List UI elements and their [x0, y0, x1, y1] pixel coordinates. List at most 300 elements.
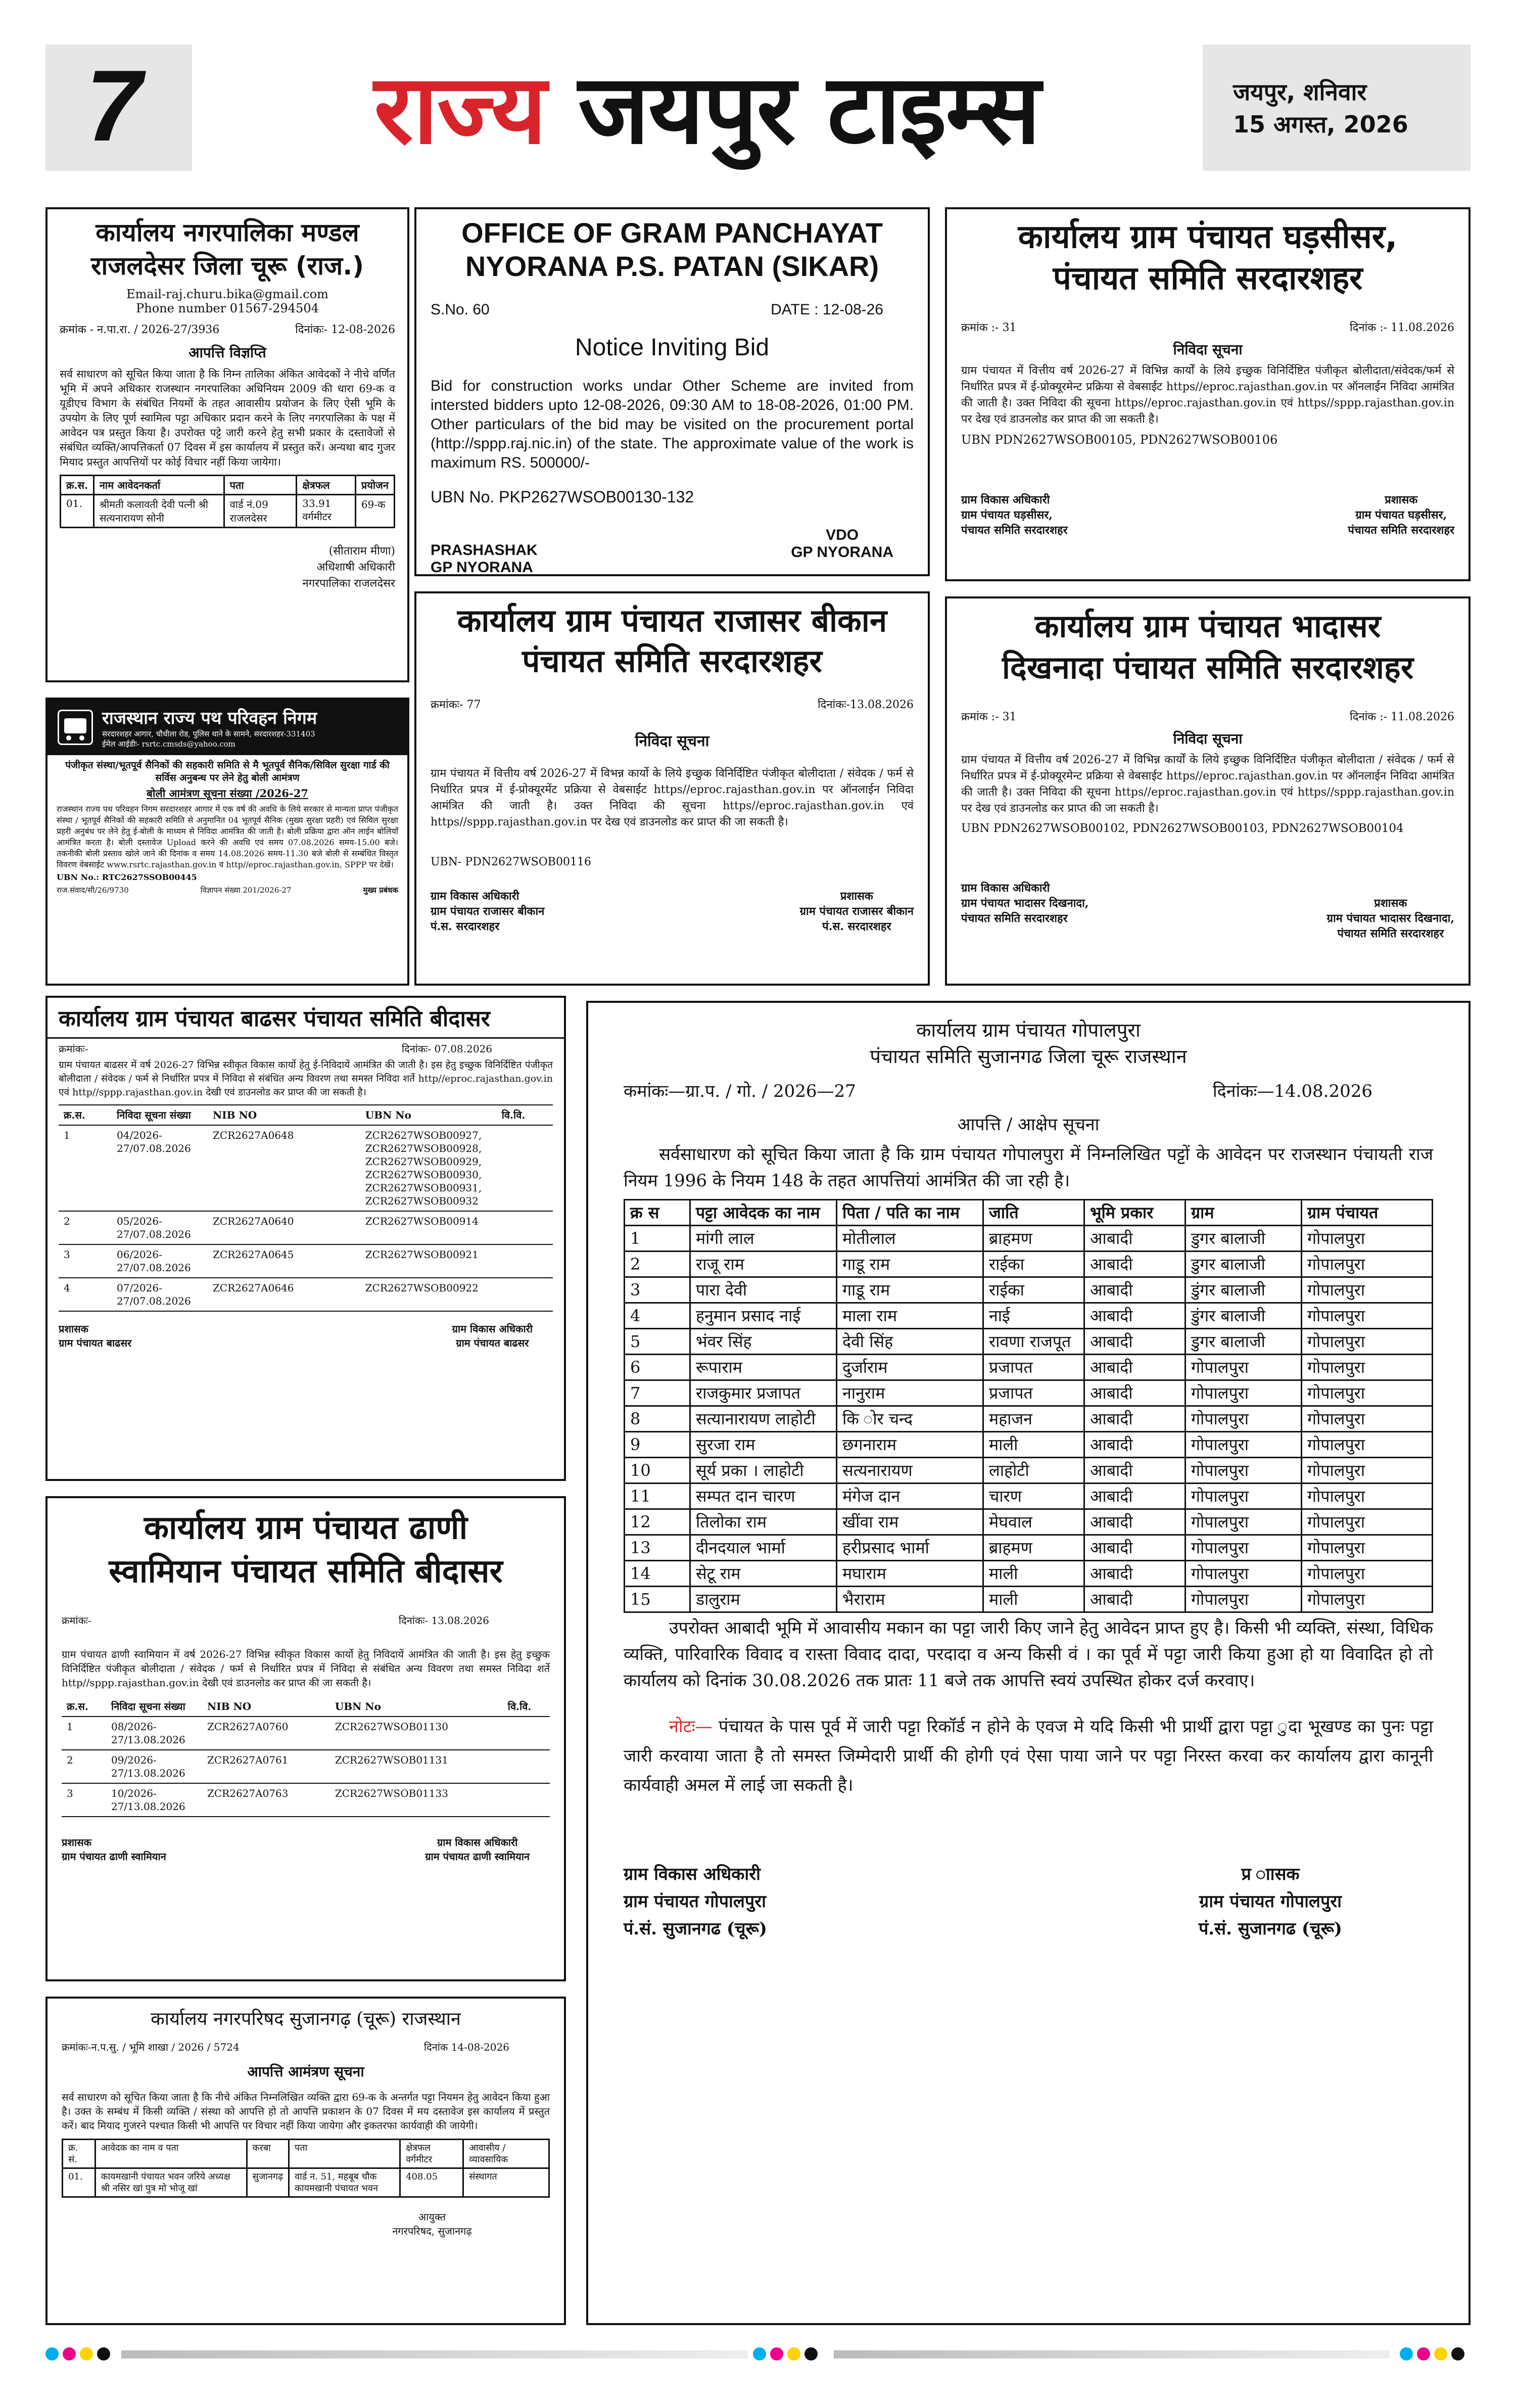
cell: हनुमान प्रसाद नाई [690, 1303, 837, 1329]
cell: महाजन [983, 1406, 1084, 1432]
cell: नानुराम [837, 1380, 983, 1406]
th: आवासीय / व्यावसायिक [463, 2140, 549, 2168]
cell: ब्राहमण [983, 1226, 1084, 1252]
cell: आबादी [1084, 1561, 1186, 1587]
signature-block [60, 543, 395, 592]
table-header [62, 1697, 550, 1717]
cell: डुगर बालाजी [1186, 1252, 1302, 1277]
th: पता [224, 476, 297, 495]
cell: 3 [625, 1277, 690, 1303]
cell: डुगर बालाजी [1186, 1329, 1302, 1355]
th: आवेदक का नाम व पता [95, 2140, 247, 2168]
ubn-line: UBN No. PKP2627WSOB00130-132 [431, 488, 694, 506]
sign-right-3: पं.स. सरदारशहर [822, 920, 891, 933]
cell: हरीप्रसाद भार्मा [837, 1535, 983, 1561]
sign-right: ग्राम विकास अधिकारी [437, 1836, 518, 1848]
notice-body: Bid for construction works undar Other Scheme are invited from intersted bidders upto 12-08-2026, 09:30 AM to 18-08-2026, 01:00 PM. Other particulars of the bid may be visited on the procurement portal (http://sppp.raj.nic.in) of the state. The approximate value of the work is maximum RS. 500000/- [431, 378, 914, 471]
cell: गोपालपुरा [1186, 1432, 1302, 1458]
cell: गाडू राम [837, 1252, 983, 1277]
rsrtc-subheading: बोली आमंत्रण सूचना संख्या /2026-27 [147, 787, 308, 800]
cell: गोपालपुरा [1302, 1329, 1433, 1355]
rsrtc-body: राजस्थान राज्य पथ परिवहन निगम सरदारशहर आगार में एक वर्ष की अवधि के लिये सरकार से मान्यता प्राप्त पंजीकृत संस्था / भूतपूर्व सैनिकों की सहकारी समिति से अनुमानित 04 भूतपूर्व सैनिक (मुख्य सुरक्षा प्रहरी) एवं सिविल सुरक्षा प्रहरी अनुबंध पर लेने हेतु ई-बोली के माध्यम से निविदा आमंत्रित की जाती है। बोली प्रक्रिया द्वारा ऑन लाईन बोलियाँ आमंत्रित करता है। बोली दस्तावेज Upload करने की अवधि एवं समय 07.08.2026 समय-15.00 बजे। तकनीकी बोली प्रस्ताव खोले जाने की दिनांक व समय 14.08.2026 समय-11.30 बजे बोली से सम्बंधित विस्तृत विवरण वेबसाईट www.rsrtc.rajasthan.gov.in व http//eproc.rajasthan.gov.in, SPPP पर देखें। [57, 804, 398, 869]
table-header [63, 2140, 549, 2168]
th: UBN No [365, 1109, 411, 1121]
signature-block [59, 1322, 553, 1350]
cell: ZCR2627WSOB00914 [365, 1215, 479, 1227]
table-row [59, 1125, 553, 1211]
bus-logo-icon [58, 710, 93, 745]
cell: ZCR2627A0645 [213, 1248, 294, 1261]
cell: 2 [64, 1215, 70, 1227]
ad-title: कार्यालय ग्राम पंचायत गोपालपुरा [916, 1019, 1141, 1041]
table-row [625, 1277, 1433, 1303]
cell: ZCR2627A0640 [213, 1215, 294, 1227]
cell: राजू राम [690, 1252, 837, 1277]
table-row [625, 1329, 1433, 1355]
notice-body: ग्राम पंचायत में वित्तीय वर्ष 2026-27 में विभिन्न कार्यों के लिये इच्छुक विनिर्दिष्टित पंजीकृत बोलीदाता/संवेदक/फर्म से निर्धारित प्रपत्र में ई-प्रोक्यूरमेन्ट प्रक्रिया से वेबसाईट https//eproc.rajasthan.gov.in पर ऑनलाईन निविदा आमंत्रित की जाती है। उक्त निविदा की सूचना https//eproc.rajasthan.gov.in एवं https//sppp.rajasthan.gov.in पर देख एवं डाउनलोड कर प्राप्त की जा सकती है। [961, 364, 1454, 426]
cell: 5 [625, 1329, 690, 1355]
ubn-line: UBN- PDN2627WSOB00116 [431, 856, 591, 868]
cell: डुगर बालाजी [1186, 1226, 1302, 1252]
sign-right: ग्राम विकास अधिकारी [452, 1323, 533, 1335]
ref-date: दिनांकः- 13.08.2026 [398, 1614, 489, 1627]
serial-number: S.No. 60 [431, 301, 490, 318]
cell: गोपालपुरा [1302, 1226, 1433, 1252]
sign-left: PRASHASHAK [431, 542, 538, 559]
masthead-dateline [1233, 76, 1408, 141]
ref-date: दिनांक :- 11.08.2026 [1350, 321, 1454, 334]
ref-row [431, 301, 914, 318]
city-day: जयपुर, शनिवार [1233, 78, 1367, 106]
th: ग्राम पंचायत [1302, 1200, 1433, 1226]
cell: सम्पत दान चारण [690, 1484, 837, 1509]
cell: गाडू राम [837, 1277, 983, 1303]
th: निविदा सूचना संख्या [111, 1700, 185, 1712]
ref-number: क्रमांक :- 31 [961, 321, 1017, 334]
table-row [625, 1535, 1433, 1561]
table-row [59, 1211, 553, 1244]
applicant-table [60, 475, 395, 528]
notice-body: ग्राम पंचायत में वित्तीय वर्ष 2026-27 में विभिन्न कार्यों के लिये इच्छुक विनिर्दिष्टित पंजीकृत बोलीदाता / संवेदक / फर्म से निर्धारित प्रपत्र में ई-प्रोक्यूरमेन्ट प्रक्रिया से वेबसाईट https//eproc.rajasthan.gov.in पर ऑनलाईन निविदा आमंत्रित की जाती है। उक्त निविदा की सूचना https//eproc.rajasthan.gov.in एवं https//sppp.rajasthan.gov.in पर देख एवं डाउनलोड कर प्राप्त की जा सकती है। [961, 754, 1454, 815]
notice-heading: निविदा सूचना [635, 732, 709, 750]
sign-left-2: ग्राम पंचायत ढाणी स्वामियान [62, 1850, 166, 1863]
cell: राईका [983, 1277, 1084, 1303]
cell: डालुराम [690, 1587, 837, 1612]
th: वि.वि. [501, 1109, 526, 1121]
sign-left-3: पंचायत समिति सरदारशहर [961, 912, 1068, 925]
notice-heading: Notice Inviting Bid [575, 334, 770, 361]
cell: आबादी [1084, 1458, 1186, 1484]
cell: आबादी [1084, 1329, 1186, 1355]
ad-gopalpura [586, 1001, 1471, 2325]
cell: खींवा राम [837, 1509, 983, 1535]
cell: गोपालपुरा [1186, 1380, 1302, 1406]
cell [503, 1750, 550, 1783]
th: क्र.स. [61, 476, 94, 495]
th: पता [289, 2140, 400, 2168]
cell: छगनाराम [837, 1432, 983, 1458]
sign-right-3: पंचायत समिति सरदारशहर [1348, 524, 1454, 537]
table-row [625, 1226, 1433, 1252]
ref-number: क्रमांकः-न.प.सु. / भूमि शाखा / 2026 / 5724 [62, 2041, 240, 2053]
ref-row [961, 319, 1454, 335]
signature-block [624, 1861, 1433, 1942]
table-row [625, 1355, 1433, 1380]
ref-number: क्रमांकः- [59, 1043, 88, 1055]
notice-body: ग्राम पंचायत बाढसर में वर्ष 2026-27 विभिन्न स्वीकृत विकास कार्यो हेतु ई-निविदायें आमंत्रित की जाती है। इस हेतु इच्छुक विनिर्दिष्टित पंजीकृत बोलीदाता / संवेदक / फर्म से निर्धारित प्रपत्र में निविदा से संबंधित अन्य विवरण तथा समस्त निविदा शर्ते http//eproc.rajasthan.gov.in एवं http//sppp.rajasthan.gov.in देखी एवं डाउनलोड कर प्राप्त की जा सकती है। [59, 1059, 553, 1098]
notice-date: DATE : 12-08-26 [771, 301, 883, 318]
cell: श्रीमती कलावती देवी पत्नी श्री सत्यनारायण सोनी [93, 495, 224, 528]
table-row [625, 1380, 1433, 1406]
notice-heading: आपत्ति विज्ञप्ति [188, 344, 266, 361]
signature-block [314, 2210, 550, 2238]
cell: 10/2026-27/13.08.2026 [111, 1787, 185, 1813]
cell: तिलोका राम [690, 1509, 837, 1535]
cell: दीनदयाल भार्मा [690, 1535, 837, 1561]
table-header [61, 476, 395, 495]
cell: गोपालपुरा [1302, 1432, 1433, 1458]
cell: गोपालपुरा [1302, 1355, 1433, 1380]
rsrtc-title: राजस्थान राज्य पथ परिवहन निगम [102, 708, 317, 728]
notice-after: उपरोक्त आबादी भूमि में आवासीय मकान का पट्टा जारी किए जाने हेतु आवेदन प्राप्त हुए है। किसी भी व्यक्ति, संस्था, विधिक व्यक्ति, पारिवारिक विवाद व रास्ता विवाद दादा, परदादा व अन्य किसी वं । का पूर्व में पट्टा जारी किया हुआ हो या विवादित हो तो कार्यालय को दिनांक 30.08.2026 तक प्रातः 11 बजे तक आपत्ति स्वयं उपस्थित होकर दर्ज करवाए। [624, 1618, 1433, 1691]
cell: प्रजापत [983, 1380, 1084, 1406]
cell: गोपालपुरा [1302, 1535, 1433, 1561]
ad-title-2: दिखनादा पंचायत समिति सरदारशहर [1002, 649, 1414, 686]
ad-title-2: पंचायत समिति सरदारशहर [1053, 260, 1363, 297]
th: जाति [983, 1200, 1084, 1226]
cell: गोपालपुरा [1186, 1484, 1302, 1509]
th: भूमि प्रकार [1084, 1200, 1186, 1226]
cell: ZCR2627WSOB01130 [335, 1721, 448, 1733]
cell: 6 [625, 1355, 690, 1380]
th: NIB NO [213, 1109, 257, 1121]
cell: ZCR2627WSOB00927, ZCR2627WSOB00928, ZCR2627WSOB00929, ZCR2627WSOB00930, ZCR2627WSOB00931, ZCR2627WSOB00932 [365, 1129, 482, 1207]
cell: गोपालपुरा [1186, 1587, 1302, 1612]
ref-date: दिनांकः- 07.08.2026 [401, 1043, 492, 1055]
ref-number: क्रमांक :- 31 [961, 711, 1017, 723]
cell: 4 [64, 1282, 70, 1294]
ref-row [60, 321, 395, 337]
cell: ZCR2627A0761 [207, 1754, 289, 1766]
sign-left: ग्राम विकास अधिकारी [961, 882, 1050, 895]
sign-right-2: ग्राम पंचायत ढाणी स्वामियान [425, 1850, 530, 1863]
cell: देवी सिंह [837, 1329, 983, 1355]
cell: ZCR2627A0646 [213, 1282, 294, 1294]
cell: गोपालपुरा [1302, 1406, 1433, 1432]
table-header [625, 1200, 1433, 1226]
th: वि.वि. [507, 1700, 532, 1712]
cell: ZCR2627WSOB00922 [365, 1282, 479, 1294]
signature-block [961, 881, 1454, 941]
cell: आबादी [1084, 1509, 1186, 1535]
cell: गोपालपुरा [1186, 1509, 1302, 1535]
cell: दुर्जाराम [837, 1355, 983, 1380]
cell: 01. [61, 495, 94, 528]
cell: आबादी [1084, 1303, 1186, 1329]
registration-dots-left [45, 2347, 110, 2363]
ref-date: दिनांक :- 11.08.2026 [1350, 711, 1454, 723]
ref-row [624, 1079, 1433, 1102]
signature-block [961, 492, 1454, 538]
th: क्षेत्रफल वर्गमीटर [400, 2140, 463, 2168]
rsrtc-email: ईमेल आईडीः- rsrtc.cmsds@yahoo.com [102, 739, 235, 749]
table-body [625, 1226, 1433, 1612]
th: क्र स [625, 1200, 690, 1226]
sign-right: प्रशासक [1374, 897, 1407, 910]
cell: राजकुमार प्रजापत [690, 1380, 837, 1406]
sign-left-2: ग्राम पंचायत घड़सीसर, [961, 508, 1053, 522]
applicant-table [62, 2139, 550, 2198]
sign-left: ग्राम विकास अधिकारी [624, 1864, 761, 1884]
ref-number: क्रमांकः- 77 [431, 699, 481, 711]
cell: रावणा राजपूत [983, 1329, 1084, 1355]
table-row [625, 1458, 1433, 1484]
notice-body: ग्राम पंचायत में वित्तीय वर्ष 2026-27 में विभन्न कार्यो के लिये इच्छुक विनिर्दिष्टित पंजीकृत बोलीदाता / संवेदक / फर्म से निर्धारित प्रपत्र में ई-प्रोक्यूरमेंट प्रक्रिया से वेबसाईट https//eproc.rajasthan.gov.in पर ऑनलाईन निविदा आमंत्रित की जाती है। उक्त निविदा की सूचना https//eproc.rajasthan.gov.in एवं https//sppp.rajasthan.gov.in पर देख एवं डाउनलोड कर प्राप्त की जा सकती है। [431, 767, 914, 828]
sign-left-2: ग्राम पंचायत राजासर बीकान [431, 905, 545, 918]
cell [497, 1278, 553, 1311]
th: पट्टा आवेदक का नाम [690, 1200, 837, 1226]
cell: गोपालपुरा [1302, 1484, 1433, 1509]
table-row [625, 1252, 1433, 1277]
th: क्षेत्रफल [297, 476, 356, 495]
ad-title: कार्यालय ग्राम पंचायत बाढसर पंचायत समिति बीदासर [59, 1006, 490, 1032]
footer-strip [45, 2345, 1471, 2366]
table-row [59, 1278, 553, 1311]
sign-desig: आयुक्त [418, 2211, 446, 2223]
issue-date: 15 अगस्त, 2026 [1233, 111, 1408, 138]
notice-heading: आपत्ति / आक्षेप सूचना [957, 1115, 1100, 1135]
rsrtc-heading: पंजीकृत संस्था/भूतपूर्व सैनिकों की सहकारी समिति से मै भूतपूर्व सैनिक/सिविल सुरक्षा गार्ड की सर्विस अनुबन्ध पर लेने हेतु बोली आमंत्रण [65, 760, 390, 783]
sign-right: प्र ाासक [1241, 1864, 1300, 1884]
cell: 3 [64, 1248, 70, 1261]
notice-note [624, 1712, 1433, 1800]
th: नाम आवेदनकर्ता [93, 476, 224, 495]
cell: ZCR2627A0648 [213, 1129, 294, 1141]
ad-title-2: राजलदेसर जिला चूरू (राज.) [90, 251, 364, 281]
cell: ZCR2627A0760 [207, 1721, 289, 1733]
ad-title-2: NYORANA P.S. PATAN (SIKAR) [465, 250, 879, 282]
table-row [61, 495, 395, 528]
ref-row [62, 1613, 550, 1627]
phone-line: Phone number 01567-294504 [136, 301, 319, 315]
table-row [62, 1750, 550, 1783]
cell: आबादी [1084, 1587, 1186, 1612]
sign-left-3: पंचायत समिति सरदारशहर [961, 524, 1068, 537]
cell: 13 [625, 1535, 690, 1561]
cell: राईका [983, 1252, 1084, 1277]
sign-left-2: GP NYORANA [431, 559, 533, 576]
cell [497, 1211, 553, 1244]
ad-ghadsisar [945, 207, 1471, 581]
sign-designation: अधिशाषी अधिकारी [316, 561, 395, 574]
cell: डुंगर बालाजी [1186, 1277, 1302, 1303]
patta-table [624, 1199, 1433, 1613]
cell: गोपालपुरा [1186, 1561, 1302, 1587]
cell: गोपालपुरा [1186, 1355, 1302, 1380]
cell: गोपालपुरा [1302, 1380, 1433, 1406]
th: क्र.स. [67, 1700, 88, 1712]
cell: 1 [67, 1721, 73, 1733]
cell: आबादी [1084, 1535, 1186, 1561]
rsrtc-footer [57, 885, 398, 895]
cell: संस्थागत [463, 2168, 549, 2197]
tender-table [62, 1697, 550, 1817]
notice-heading: आपत्ति आमंत्रण सूचना [247, 2063, 364, 2080]
cell: मेघवाल [983, 1509, 1084, 1535]
ref-row [62, 2040, 550, 2054]
cell: नाई [983, 1303, 1084, 1329]
cell [497, 1244, 553, 1278]
cell: आबादी [1084, 1406, 1186, 1432]
cell: कि ोर चन्द [837, 1406, 983, 1432]
rsrtc-address: सरदारशहर आगार, चौधीला रोड, पुलिस थाने के सामने, सरदारशहर-331403 [102, 729, 315, 738]
sign-office: नगरपालिका राजलदेसर [302, 577, 395, 590]
cell: 12 [625, 1509, 690, 1535]
cell: भंवर सिंह [690, 1329, 837, 1355]
cell: गोपालपुरा [1302, 1509, 1433, 1535]
cell: 04/2026-27/07.08.2026 [117, 1129, 191, 1154]
table-row [59, 1244, 553, 1278]
ref-number: क्रमांक - न.पा.रा. / 2026-27/3936 [60, 323, 220, 336]
ubn-line: UBN PDN2627WSOB00102, PDN2627WSOB00103, PDN2627WSOB00104 [961, 822, 1404, 835]
table-row [62, 1783, 550, 1817]
ad-title: कार्यालय ग्राम पंचायत राजासर बीकान [457, 602, 887, 639]
note-label: नोटः— [669, 1717, 713, 1737]
cell: भैराराम [837, 1587, 983, 1612]
sign-right-2: ग्राम पंचायत घड़सीसर, [1355, 508, 1447, 522]
cell: 06/2026-27/07.08.2026 [117, 1248, 191, 1274]
registration-dots-center [753, 2347, 818, 2363]
notice-heading: निविदा सूचना [1173, 730, 1243, 747]
email-line: Email-raj.churu.bika@gmail.com [126, 287, 328, 301]
cell: माली [983, 1432, 1084, 1458]
ref-number: क्रमांकः- [62, 1614, 91, 1627]
table-row [625, 1406, 1433, 1432]
table-row [625, 1509, 1433, 1535]
cell: कायमखानी पंचायत भवन जरिये अध्यक्ष श्री नसिर खां पुत्र मो भोजू खां [95, 2168, 247, 2197]
cell: आबादी [1084, 1277, 1186, 1303]
cell: गोपालपुरा [1186, 1535, 1302, 1561]
cell: 08/2026-27/13.08.2026 [111, 1721, 185, 1746]
ad-bhadasar [945, 596, 1471, 986]
table-row [625, 1561, 1433, 1587]
cell: 8 [625, 1406, 690, 1432]
cell: लाहोटी [983, 1458, 1084, 1484]
gray-bar-right [834, 2350, 1390, 2358]
table-row [625, 1587, 1433, 1612]
cell: गोपालपुरा [1302, 1252, 1433, 1277]
cell: आबादी [1084, 1355, 1186, 1380]
sign-left: ग्राम विकास अधिकारी [961, 493, 1050, 506]
cell: डुंगर बालाजी [1186, 1303, 1302, 1329]
ad-dhani-swamiyan [45, 1496, 566, 1981]
ref-date: दिनांकः-13.08.2026 [817, 699, 914, 711]
sign-left: प्रशासक [62, 1836, 92, 1848]
cell: माली [983, 1587, 1084, 1612]
ad-title-2: पंचायत समिति सरदारशहर [522, 642, 822, 679]
cell: 1 [625, 1226, 690, 1252]
ad-rajaldesar [45, 207, 409, 682]
ref-date: दिनांकः- 12-08-2026 [295, 323, 395, 336]
cell: 15 [625, 1587, 690, 1612]
cell: ZCR2627A0763 [207, 1787, 289, 1799]
cell: मोतीलाल [837, 1226, 983, 1252]
ad-nyorana [414, 207, 930, 576]
tender-table [59, 1104, 553, 1312]
masthead-title-red: राज्य [374, 54, 546, 165]
ad-title: कार्यालय ग्राम पंचायत भादासर [1034, 608, 1381, 644]
cell: मंगेज दान [837, 1484, 983, 1509]
cell: चारण [983, 1484, 1084, 1509]
notice-intro: सर्वसाधारण को सूचित किया जाता है कि ग्राम पंचायत गोपालपुरा में निम्नलिखित पट्टों के आवेदन पर राजस्थान पंचायती राज नियम 1996 के नियम 148 के तहत आपत्तियां आमंत्रित की जा रही है। [624, 1144, 1433, 1191]
cell [503, 1783, 550, 1817]
th: पिता / पति का नाम [837, 1200, 983, 1226]
cell: प्रजापत [983, 1355, 1084, 1380]
cell: गोपालपुरा [1186, 1458, 1302, 1484]
cell: 33.91 वर्गमीटर [297, 495, 356, 528]
cell: 9 [625, 1432, 690, 1458]
sign-right-2: ग्राम पंचायत बाढसर [456, 1337, 529, 1349]
ad-rsrtc [45, 698, 409, 986]
rsrtc-header [48, 700, 407, 755]
rsrtc-manager: मुख्य प्रबंधक [363, 886, 398, 895]
table-row [625, 1303, 1433, 1329]
signature-block [431, 527, 914, 576]
cell: गोपालपुरा [1302, 1587, 1433, 1612]
cell: सुजानगढ़ [247, 2168, 289, 2197]
cell: 69-क [355, 495, 394, 528]
cell: सुरजा राम [690, 1432, 837, 1458]
cell: 09/2026-27/13.08.2026 [111, 1754, 185, 1779]
cell: गोपालपुरा [1186, 1406, 1302, 1432]
ref-row [431, 697, 914, 712]
cell: आबादी [1084, 1432, 1186, 1458]
th: UBN No [335, 1700, 382, 1712]
cell: 2 [625, 1252, 690, 1277]
th: निविदा सूचना संख्या [117, 1109, 191, 1121]
table-header [59, 1105, 553, 1125]
cell: 14 [625, 1561, 690, 1587]
sign-right: प्रशासक [840, 890, 873, 903]
note-text: पंचायत के पास पूर्व में जारी पट्टा रिकॉर्ड न होने के एवज मे यदि किसी भी प्रार्थी द्वारा पट्टा ुदा भूखण्ड का पुनः पट्टा जारी करवाया जाता है तो समस्त जिम्मेदारी प्रार्थी की होगी एवं ऐसा पाया जाने पर पट्टा निरस्त करवा कर कार्यालय द्वारा कानूनी कार्यवाही अमल में लाई जा सकती है। [624, 1717, 1433, 1795]
masthead-title [374, 54, 1040, 165]
cell: ZCR2627WSOB01131 [335, 1754, 448, 1766]
sign-left-3: पं.सं. सुजानगढ (चूरू) [624, 1919, 767, 1939]
cell [503, 1717, 550, 1750]
th: ग्राम [1186, 1200, 1302, 1226]
ref-date: दिनांकः—14.08.2026 [1212, 1081, 1372, 1101]
table-row [63, 2168, 549, 2197]
cell: आबादी [1084, 1380, 1186, 1406]
cell: सेटू राम [690, 1561, 837, 1587]
rsrtc-vigyapan: विज्ञापन संख्या 201/2026-27 [200, 886, 292, 895]
ad-title: कार्यालय ग्राम पंचायत घड़सीसर, [1018, 218, 1398, 256]
signature-block [62, 1835, 550, 1864]
ad-title: कार्यालय नगरपालिका मण्डल [96, 218, 359, 247]
cell: गोपालपुरा [1302, 1561, 1433, 1587]
sign-right-2: GP NYORANA [791, 544, 893, 561]
cell: गोपालपुरा [1302, 1277, 1433, 1303]
notice-body: सर्व साधारण को सूचित किया जाता है कि निम्न तालिका अंकित आवेदकों ने नीचे वर्णित भूमि में अपने अधिकार राजस्थान नगरपालिका अधिनियम 2009 की धारा 69-क व यूडीएच विभाग के संबंधित नियमों के तहत आवासीय प्रयोजन के लिए ऐसी भूमि के उपयोग के लिए पूर्ण स्वामित्व पट्टा अधिकार प्रदान करने के लिए नगरपालिका के पक्ष में आवेदन पत्र प्रस्तुत किया है। उपरोक्त पट्टे जारी करने हेतु सभी प्रकार के दस्तावेजों से संबंधित व्यक्ति/आपत्तिकर्ता 07 दिवस में इस कार्यालय में प्रस्तुत करें। अन्यथा बाद गुजर मियाद प्रस्तुत आपत्तियों पर कोई विचार नहीं किया जायेगा। [60, 368, 395, 468]
sign-name: (सीताराम मीणा) [328, 545, 395, 558]
ref-date: दिनांक 14-08-2026 [423, 2041, 509, 2053]
ref-row [59, 1042, 553, 1055]
cell: गोपालपुरा [1302, 1303, 1433, 1329]
cell: माला राम [837, 1303, 983, 1329]
th: NIB NO [207, 1700, 252, 1712]
ad-rajasar [414, 591, 930, 986]
rsrtc-ubn: UBN No.: RTC2627SSOB00445 [57, 872, 197, 882]
